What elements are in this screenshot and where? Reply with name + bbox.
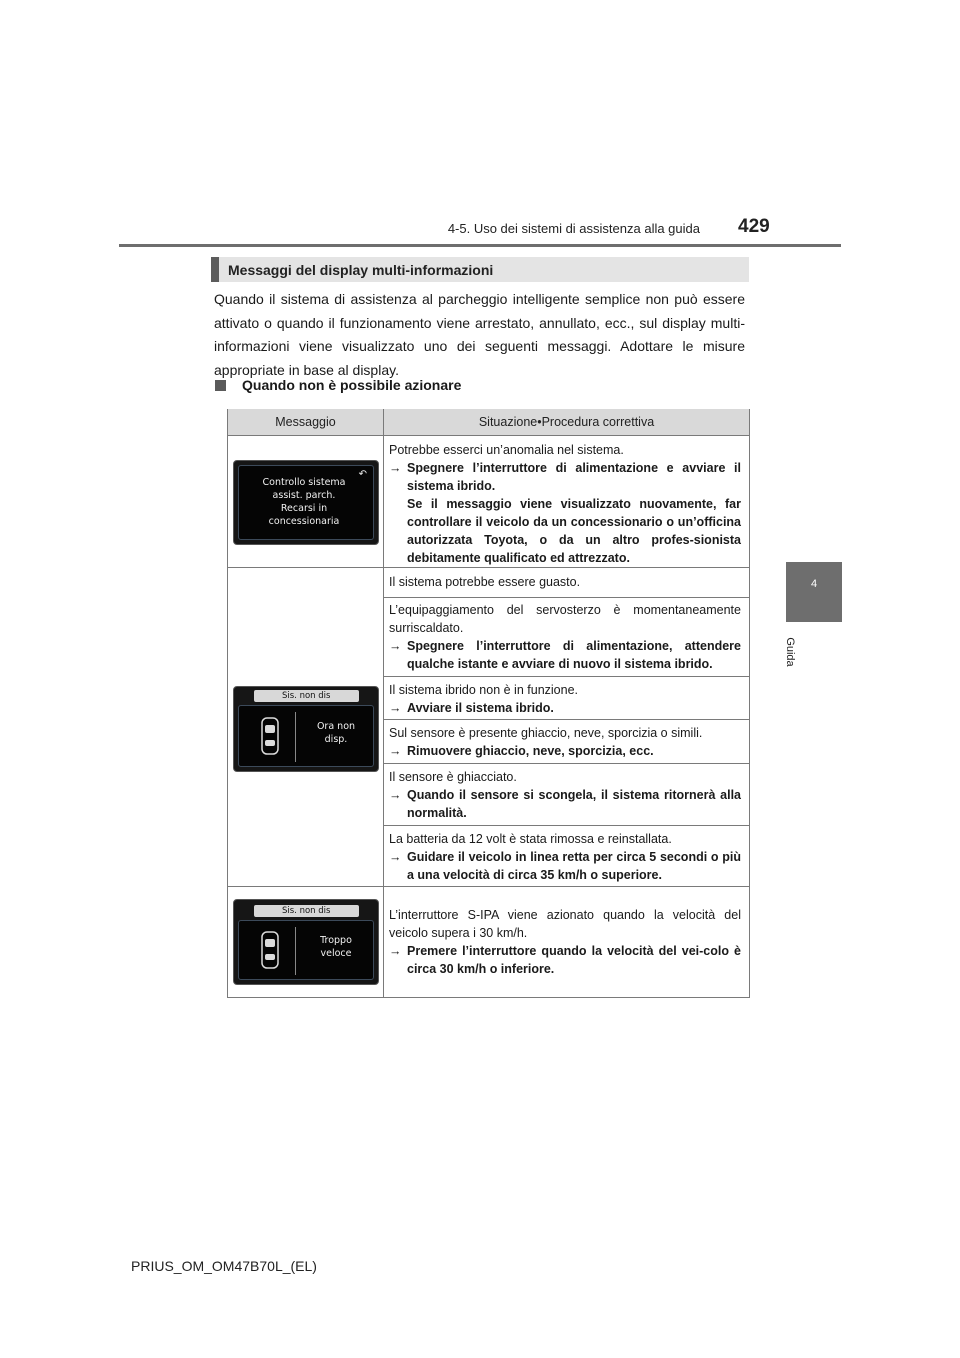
section-heading: Messaggi del display multi-informazioni bbox=[228, 262, 494, 278]
situation-text: Il sistema ibrido non è in funzione. bbox=[389, 683, 578, 697]
table-row-divider bbox=[384, 597, 749, 598]
screen-divider bbox=[295, 712, 296, 762]
chapter-label: Guida bbox=[784, 637, 796, 667]
action-text: Premere l’interruttore quando la velocità del vei-colo è circa 30 km/h o inferiore. bbox=[407, 944, 741, 976]
table-cell bbox=[389, 601, 741, 673]
situation-text: Il sensore è ghiacciato. bbox=[389, 770, 517, 784]
car-top-view-icon bbox=[259, 716, 281, 756]
situation-text: L’interruttore S-IPA viene azionato quando la velocità del veicolo supera i 30 km/h. bbox=[389, 908, 741, 940]
situation-text: Potrebbe esserci un’anomalia nel sistema. bbox=[389, 443, 624, 457]
square-bullet-icon bbox=[215, 380, 226, 391]
action-text: Avviare il sistema ibrido. bbox=[407, 701, 554, 715]
intro-paragraph: Quando il sistema di assistenza al parcheggio intelligente semplice non può essere attivato o quando il funzionamento viene arrestato, annullato, ecc., sul display multi-informazioni viene visualizzato uno dei seguenti messaggi. Adottare le misure appropriate in base al display. bbox=[214, 291, 745, 378]
sub-heading: Quando non è possibile azionare bbox=[242, 377, 462, 393]
situation-text: Sul sensore è presente ghiaccio, neve, sporcizia o simili. bbox=[389, 726, 703, 740]
table-row-divider bbox=[228, 886, 749, 887]
chapter-tab bbox=[786, 562, 842, 622]
table-header-situation: Situazione•Procedura correttiva bbox=[383, 409, 749, 436]
page-number: 429 bbox=[738, 216, 770, 237]
display-screen-not-available bbox=[233, 686, 379, 772]
screen-text-line: Ora non bbox=[316, 721, 356, 732]
screen-text-line: Recarsi in bbox=[280, 503, 328, 514]
section-title: 4-5. Uso dei sistemi di assistenza alla guida bbox=[447, 221, 700, 236]
return-icon: ↶ bbox=[358, 469, 367, 480]
section-heading-marker bbox=[211, 257, 219, 282]
table-row-divider bbox=[228, 567, 749, 568]
table-row-divider bbox=[384, 676, 749, 677]
table-cell bbox=[389, 906, 741, 978]
header-rule bbox=[119, 244, 841, 247]
action-text: Se il messaggio viene visualizzato nuovamente, far controllare il veicolo da un concessionario o un’officina autorizzata Toyota, o da un altro profes-sionista debitamente qualificato ed attrezzato. bbox=[407, 497, 741, 565]
table-row-divider bbox=[384, 719, 749, 720]
table-header-message: Messaggio bbox=[228, 409, 383, 436]
arrow-icon: → bbox=[389, 788, 402, 802]
table-cell bbox=[389, 768, 741, 822]
arrow-icon: → bbox=[389, 461, 402, 475]
screen-divider bbox=[295, 927, 296, 975]
screen-text-line: assist. parch. bbox=[272, 490, 336, 501]
table-row-divider bbox=[384, 763, 749, 764]
display-screen-system-check bbox=[233, 460, 379, 545]
arrow-icon: → bbox=[389, 701, 402, 715]
table-cell bbox=[389, 573, 741, 591]
situation-text: Il sistema potrebbe essere guasto. bbox=[389, 575, 581, 589]
arrow-icon: → bbox=[389, 639, 402, 653]
screen-text-line: concessionaria bbox=[268, 516, 340, 527]
chapter-number: 4 bbox=[810, 578, 818, 590]
situation-text: L’equipaggiamento del servosterzo è momentaneamente surriscaldato. bbox=[389, 603, 741, 635]
screen-text-line: veloce bbox=[320, 948, 352, 959]
table-cell bbox=[389, 441, 741, 567]
screen-text-line: Controllo sistema bbox=[262, 477, 346, 488]
table-column-divider bbox=[383, 436, 384, 998]
table-cell bbox=[389, 830, 741, 884]
document-code: PRIUS_OM_OM47B70L_(EL) bbox=[131, 1258, 317, 1274]
action-text: Quando il sensore si scongela, il sistema ritornerà alla normalità. bbox=[407, 788, 741, 820]
table-row-divider bbox=[384, 825, 749, 826]
situation-text: La batteria da 12 volt è stata rimossa e reinstallata. bbox=[389, 832, 672, 846]
arrow-icon: → bbox=[389, 944, 402, 958]
car-top-view-icon bbox=[259, 930, 281, 970]
screen-text-line: Troppo bbox=[320, 935, 352, 946]
status-pill: Sis. non dis bbox=[254, 905, 359, 917]
table-cell bbox=[389, 724, 741, 760]
arrow-icon: → bbox=[389, 850, 402, 864]
status-pill: Sis. non dis bbox=[254, 690, 359, 702]
table-cell bbox=[389, 681, 741, 717]
action-text: Guidare il veicolo in linea retta per circa 5 secondi o più a una velocità di circa 35 km/h o superiore. bbox=[407, 850, 741, 882]
display-screen-too-fast bbox=[233, 899, 379, 985]
action-text: Spegnere l’interruttore di alimentazione e avviare il sistema ibrido. bbox=[407, 461, 741, 493]
action-text: Rimuovere ghiaccio, neve, sporcizia, ecc. bbox=[407, 744, 654, 758]
screen-text-line: disp. bbox=[324, 734, 348, 745]
arrow-icon: → bbox=[389, 744, 402, 758]
action-text: Spegnere l’interruttore di alimentazione, attendere qualche istante e avviare di nuovo il sistema ibrido. bbox=[407, 639, 741, 671]
